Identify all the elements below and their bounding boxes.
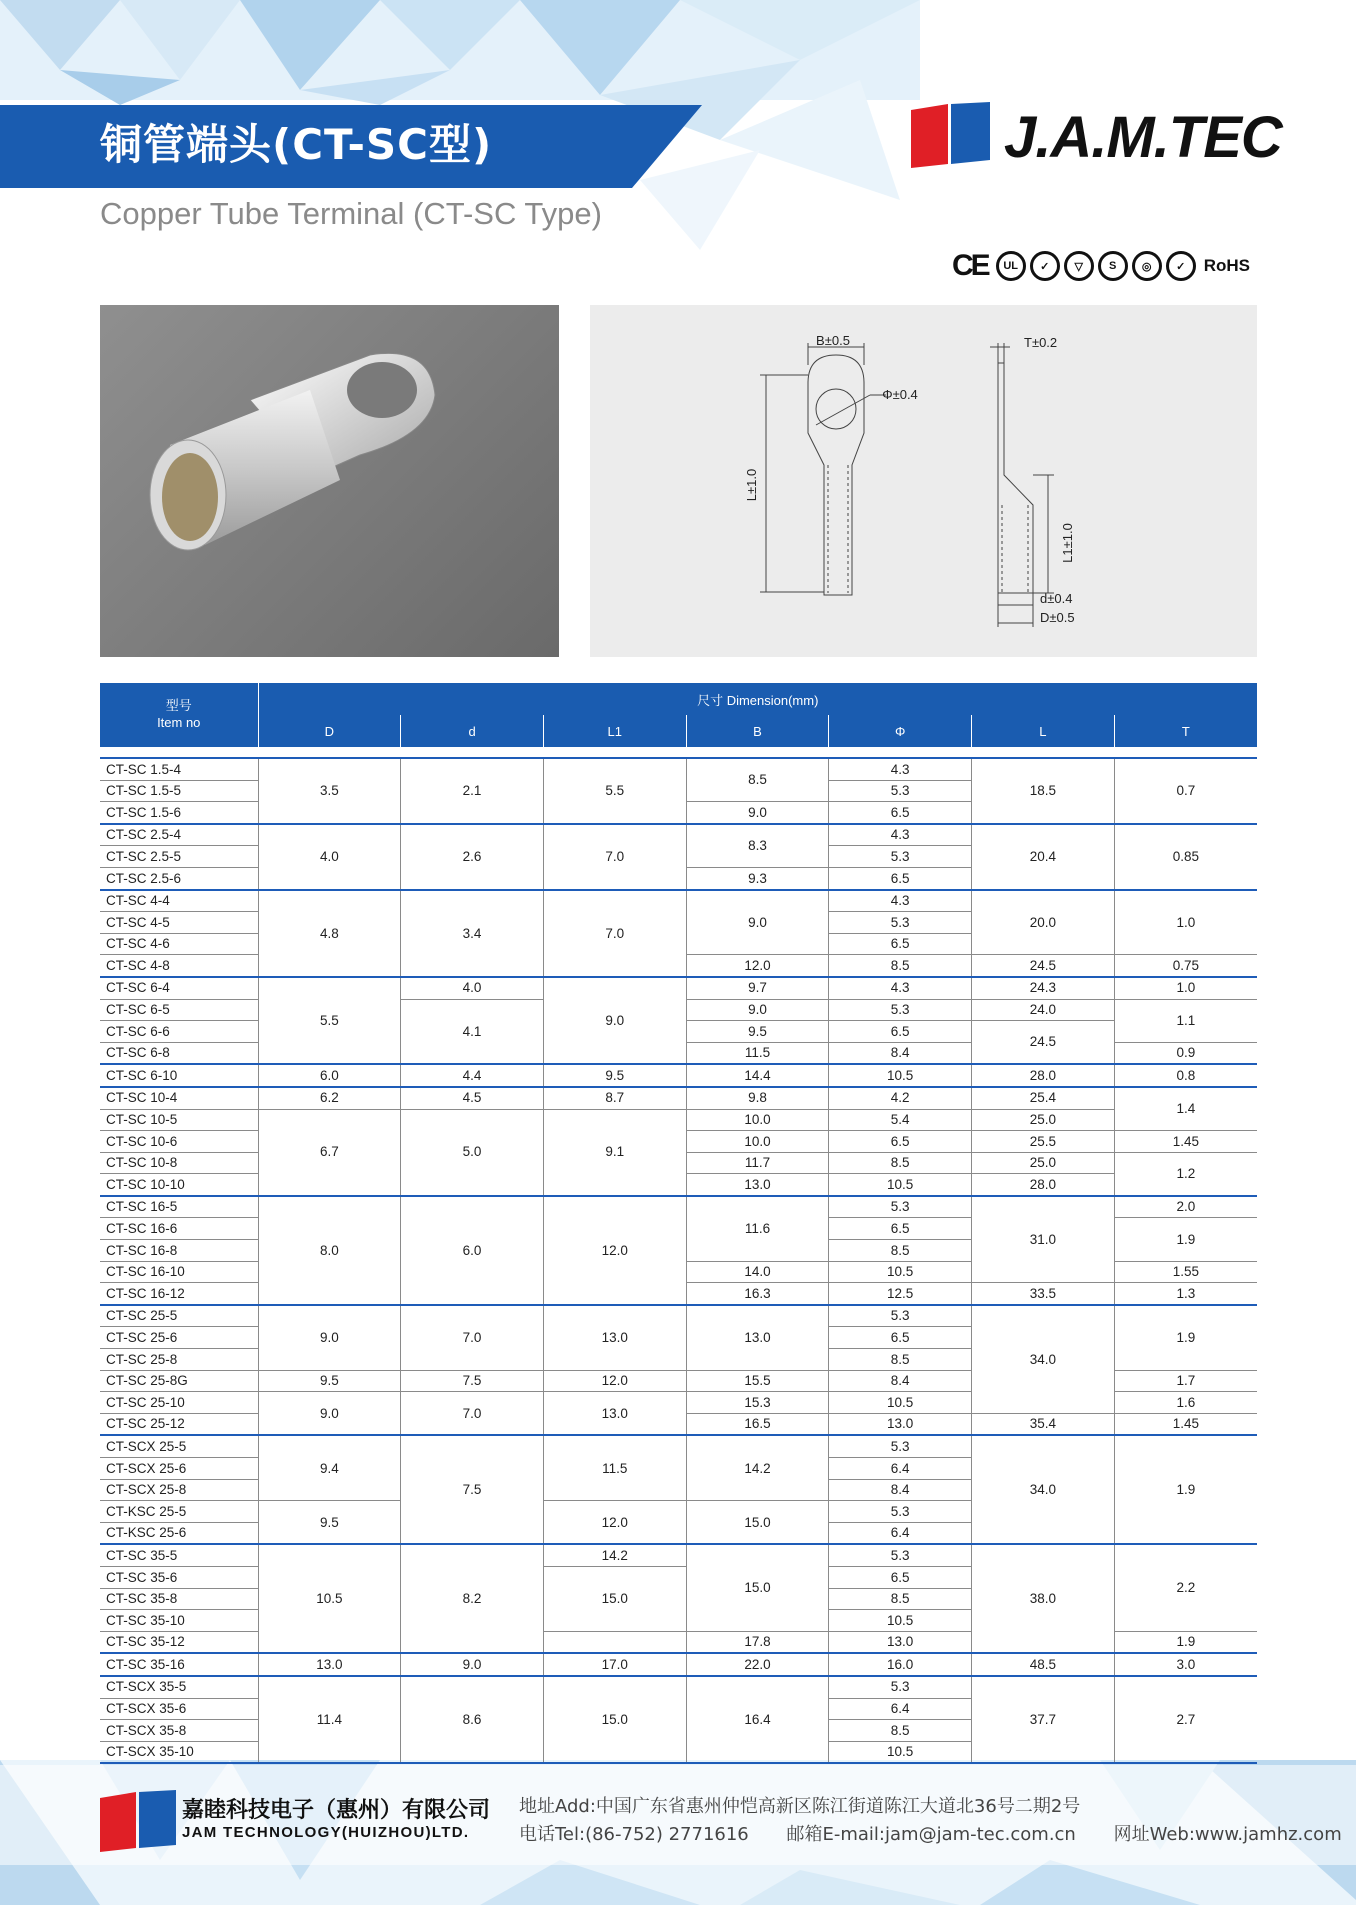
cell-5: 35.4 — [972, 1413, 1115, 1435]
cell-1: 7.0 — [401, 1305, 544, 1370]
dimension-group-header: 尺寸 Dimension(mm) — [258, 683, 1257, 715]
vde-cert-icon: ▽ — [1064, 251, 1094, 281]
table-row — [100, 1087, 1257, 1109]
cell-1: 5.0 — [401, 1109, 544, 1196]
cell-3: 9.3 — [686, 867, 829, 889]
cell-1: 4.4 — [401, 1064, 544, 1087]
item-no-cell: CT-SC 25-8 — [100, 1349, 258, 1371]
cell-4: 10.5 — [829, 1610, 972, 1632]
item-no-cell: CT-SC 25-10 — [100, 1392, 258, 1414]
cell-3: 14.4 — [686, 1064, 829, 1087]
cell-3: 9.7 — [686, 977, 829, 999]
cell-4: 6.5 — [829, 1131, 972, 1153]
cell-5: 20.0 — [972, 890, 1115, 955]
page-title-zh: 铜管端头(CT-SC型) — [100, 120, 493, 169]
company-name-en: JAM TECHNOLOGY(HUIZHOU)LTD. — [182, 1824, 470, 1841]
cell-6: 1.7 — [1114, 1370, 1257, 1392]
cell-4: 5.4 — [829, 1109, 972, 1131]
item-no-cell: CT-SC 2.5-6 — [100, 867, 258, 889]
cell-3: 16.4 — [686, 1676, 829, 1763]
cell-6: 1.4 — [1114, 1087, 1257, 1131]
sgs-cert-icon: ✓ — [1166, 251, 1196, 281]
cell-5: 24.5 — [972, 1021, 1115, 1065]
cell-4: 8.5 — [829, 1240, 972, 1262]
table-row — [100, 824, 1257, 846]
cell-3: 16.5 — [686, 1413, 829, 1435]
column-header-6: T — [1114, 715, 1257, 747]
cell-0: 9.5 — [258, 1370, 401, 1392]
cell-2: 17.0 — [543, 1653, 686, 1676]
dimension-drawing — [590, 305, 1257, 657]
cell-6: 1.9 — [1114, 1218, 1257, 1261]
ce-mark: CE — [952, 249, 988, 282]
item-no-cell: CT-SC 10-4 — [100, 1087, 258, 1109]
cell-4: 6.5 — [829, 933, 972, 955]
cell-2: 12.0 — [543, 1501, 686, 1545]
cell-4: 13.0 — [829, 1413, 972, 1435]
cell-0: 6.7 — [258, 1109, 401, 1196]
cell-4: 5.3 — [829, 1544, 972, 1566]
cell-3: 9.8 — [686, 1087, 829, 1109]
cell-5: 25.4 — [972, 1087, 1115, 1109]
item-no-cell: CT-SCX 25-8 — [100, 1479, 258, 1501]
cell-4: 5.3 — [829, 912, 972, 934]
column-header-5: L — [972, 715, 1115, 747]
item-no-cell: CT-SC 25-5 — [100, 1305, 258, 1327]
cell-4: 8.4 — [829, 1479, 972, 1501]
table-row — [100, 1435, 1257, 1457]
cell-0: 9.0 — [258, 1305, 401, 1370]
cell-4: 8.5 — [829, 1720, 972, 1742]
item-no-cell: CT-SC 10-8 — [100, 1152, 258, 1174]
cell-5: 34.0 — [972, 1305, 1115, 1413]
cell-2: 14.2 — [543, 1544, 686, 1566]
cell-1: 8.6 — [401, 1676, 544, 1763]
cell-4: 6.5 — [829, 1218, 972, 1240]
cell-4: 6.5 — [829, 1021, 972, 1043]
cell-4: 13.0 — [829, 1631, 972, 1653]
cell-4: 16.0 — [829, 1653, 972, 1676]
cell-6: 1.0 — [1114, 977, 1257, 999]
cell-4: 5.3 — [829, 1676, 972, 1698]
big-d-dimension-label: D±0.5 — [1040, 610, 1075, 625]
cell-4: 6.5 — [829, 867, 972, 889]
l1-dimension-label: L1±1.0 — [1060, 523, 1075, 563]
item-no-cell: CT-SC 10-5 — [100, 1109, 258, 1131]
b-dimension-label: B±0.5 — [816, 333, 850, 348]
cell-2: 13.0 — [543, 1305, 686, 1370]
item-no-cell: CT-SC 16-5 — [100, 1196, 258, 1218]
small-d-dimension-label: d±0.4 — [1040, 591, 1073, 606]
cell-4: 5.3 — [829, 846, 972, 868]
cell-3: 15.0 — [686, 1544, 829, 1631]
item-no-cell: CT-SC 4-4 — [100, 890, 258, 912]
cell-1: 6.0 — [401, 1196, 544, 1305]
cell-6: 1.1 — [1114, 999, 1257, 1042]
column-header-1: d — [401, 715, 544, 747]
item-no-cell: CT-SC 35-10 — [100, 1610, 258, 1632]
brand-logo-mark — [911, 102, 990, 168]
cell-4: 5.3 — [829, 1501, 972, 1523]
cell-3: 14.0 — [686, 1261, 829, 1283]
cell-1: 4.1 — [401, 999, 544, 1064]
cell-6: 1.45 — [1114, 1413, 1257, 1435]
table-row — [100, 1676, 1257, 1698]
column-header-3: B — [686, 715, 829, 747]
item-no-cell: CT-SCX 35-5 — [100, 1676, 258, 1698]
cell-2: 7.0 — [543, 824, 686, 890]
cell-3: 11.5 — [686, 1042, 829, 1064]
cell-3: 11.7 — [686, 1152, 829, 1174]
cell-1: 7.5 — [401, 1370, 544, 1392]
item-no-cell: CT-SC 6-4 — [100, 977, 258, 999]
column-header-2: L1 — [543, 715, 686, 747]
cell-6: 2.2 — [1114, 1544, 1257, 1631]
cell-2: 9.1 — [543, 1109, 686, 1196]
cell-5: 37.7 — [972, 1676, 1115, 1763]
cell-0: 9.5 — [258, 1501, 401, 1545]
cell-3: 9.0 — [686, 890, 829, 955]
cell-1: 2.6 — [401, 824, 544, 890]
cell-1: 2.1 — [401, 758, 544, 824]
table-row — [100, 758, 1257, 780]
cell-6: 0.85 — [1114, 824, 1257, 890]
column-header-0: D — [258, 715, 401, 747]
cell-4: 5.3 — [829, 999, 972, 1021]
item-no-cell: CT-SC 1.5-5 — [100, 780, 258, 802]
item-no-cell: CT-SC 4-6 — [100, 933, 258, 955]
cell-0: 11.4 — [258, 1676, 401, 1763]
cell-4: 5.3 — [829, 1435, 972, 1457]
company-name-zh: 嘉睦科技电子（惠州）有限公司 — [182, 1798, 491, 1823]
dimension-table — [100, 683, 1257, 1764]
column-header-4: Φ — [829, 715, 972, 747]
cell-1: 8.2 — [401, 1544, 544, 1653]
item-no-cell: CT-SC 6-8 — [100, 1042, 258, 1064]
item-header-en: Item no — [157, 715, 201, 730]
cell-6: 1.9 — [1114, 1435, 1257, 1544]
item-header-zh: 型号 — [165, 698, 192, 714]
table-row — [100, 1196, 1257, 1218]
item-no-cell: CT-SCX 35-8 — [100, 1720, 258, 1742]
cell-6: 0.75 — [1114, 955, 1257, 977]
cell-0: 10.5 — [258, 1544, 401, 1653]
cell-5: 48.5 — [972, 1653, 1115, 1676]
brand-name: J.A.M.TEC — [1004, 105, 1282, 170]
cell-2: 15.0 — [543, 1676, 686, 1763]
cell-6: 1.0 — [1114, 890, 1257, 955]
cell-5: 25.0 — [972, 1152, 1115, 1174]
cell-5: 34.0 — [972, 1435, 1115, 1544]
item-column-header — [100, 683, 258, 747]
item-no-cell: CT-SCX 25-5 — [100, 1435, 258, 1457]
cell-5: 25.5 — [972, 1131, 1115, 1153]
company-contact — [519, 1820, 1342, 1846]
item-no-cell: CT-SC 35-12 — [100, 1631, 258, 1653]
cell-4: 8.5 — [829, 1588, 972, 1610]
cell-6: 1.9 — [1114, 1631, 1257, 1653]
cell-4: 8.5 — [829, 955, 972, 977]
cell-4: 6.4 — [829, 1698, 972, 1720]
cell-4: 4.3 — [829, 758, 972, 780]
cell-5: 24.0 — [972, 999, 1115, 1021]
cell-0: 5.5 — [258, 977, 401, 1064]
item-no-cell: CT-SC 35-5 — [100, 1544, 258, 1566]
cell-3: 9.0 — [686, 999, 829, 1021]
cell-0: 6.2 — [258, 1087, 401, 1109]
semko-cert-icon: S — [1098, 251, 1128, 281]
cell-4: 5.3 — [829, 1196, 972, 1218]
item-no-cell: CT-SC 35-16 — [100, 1653, 258, 1676]
cell-2 — [543, 1631, 686, 1653]
cell-2: 15.0 — [543, 1566, 686, 1631]
item-no-cell: CT-KSC 25-6 — [100, 1522, 258, 1544]
phi-dimension-label: Φ±0.4 — [882, 387, 918, 402]
cell-3: 8.5 — [686, 758, 829, 802]
t-dimension-label: T±0.2 — [1024, 335, 1058, 350]
cell-2: 8.7 — [543, 1087, 686, 1109]
company-email[interactable]: 邮箱E-mail:jam@jam-tec.com.cn — [786, 1824, 1076, 1845]
table-row — [100, 1305, 1257, 1327]
item-no-cell: CT-SC 25-12 — [100, 1413, 258, 1435]
terminal-photo-illustration — [100, 305, 559, 657]
cell-2: 11.5 — [543, 1435, 686, 1500]
cell-2: 9.0 — [543, 977, 686, 1064]
cell-4: 5.3 — [829, 1305, 972, 1327]
cell-4: 10.5 — [829, 1064, 972, 1087]
cell-5: 28.0 — [972, 1174, 1115, 1196]
cell-4: 10.5 — [829, 1261, 972, 1283]
company-website[interactable]: 网址Web:www.jamhz.com — [1113, 1824, 1342, 1845]
table-row — [100, 1109, 1257, 1131]
cell-3: 11.6 — [686, 1196, 829, 1261]
cell-4: 6.5 — [829, 1327, 972, 1349]
cell-3: 10.0 — [686, 1109, 829, 1131]
cell-1: 3.4 — [401, 890, 544, 977]
cell-1: 7.0 — [401, 1392, 544, 1436]
cell-3: 13.0 — [686, 1174, 829, 1196]
cell-6: 3.0 — [1114, 1653, 1257, 1676]
item-no-cell: CT-SC 2.5-4 — [100, 824, 258, 846]
cell-1: 4.0 — [401, 977, 544, 999]
cell-2: 7.0 — [543, 890, 686, 977]
cell-4: 5.3 — [829, 780, 972, 802]
item-no-cell: CT-SC 10-10 — [100, 1174, 258, 1196]
item-no-cell: CT-KSC 25-5 — [100, 1501, 258, 1523]
cell-4: 8.4 — [829, 1370, 972, 1392]
check-cert-icon: ✓ — [1030, 251, 1060, 281]
item-no-cell: CT-SCX 35-10 — [100, 1741, 258, 1763]
cell-4: 12.5 — [829, 1283, 972, 1305]
cell-2: 13.0 — [543, 1392, 686, 1436]
l-dimension-label: L±1.0 — [744, 468, 759, 502]
cell-5: 24.5 — [972, 955, 1115, 977]
cell-3: 15.5 — [686, 1370, 829, 1392]
table-row — [100, 977, 1257, 999]
certification-marks — [952, 248, 1250, 284]
cell-4: 4.2 — [829, 1087, 972, 1109]
item-no-cell: CT-SC 1.5-4 — [100, 758, 258, 780]
page-title-en: Copper Tube Terminal (CT-SC Type) — [100, 196, 602, 231]
cell-4: 6.5 — [829, 1566, 972, 1588]
cell-3: 14.2 — [686, 1435, 829, 1500]
rohs-mark: RoHS — [1203, 256, 1250, 275]
cell-4: 6.5 — [829, 802, 972, 824]
cell-6: 1.6 — [1114, 1392, 1257, 1414]
cell-6: 1.2 — [1114, 1152, 1257, 1196]
cell-6: 1.55 — [1114, 1261, 1257, 1283]
cell-0: 9.4 — [258, 1435, 401, 1500]
item-no-cell: CT-SC 25-6 — [100, 1327, 258, 1349]
cell-4: 10.5 — [829, 1174, 972, 1196]
company-address: 地址Add:中国广东省惠州仲恺高新区陈江街道陈江大道北36号二期2号 — [519, 1796, 1081, 1817]
item-no-cell: CT-SCX 35-6 — [100, 1698, 258, 1720]
product-photo — [100, 305, 559, 657]
item-no-cell: CT-SCX 25-6 — [100, 1458, 258, 1480]
cell-6: 1.45 — [1114, 1131, 1257, 1153]
cell-0: 3.5 — [258, 758, 401, 824]
cell-2: 5.5 — [543, 758, 686, 824]
cell-3: 9.5 — [686, 1021, 829, 1043]
item-no-cell: CT-SC 2.5-5 — [100, 846, 258, 868]
ul-mark: UL — [996, 251, 1026, 281]
cell-4: 10.5 — [829, 1392, 972, 1414]
cell-3: 8.3 — [686, 824, 829, 868]
item-no-cell: CT-SC 35-8 — [100, 1588, 258, 1610]
cell-5: 38.0 — [972, 1544, 1115, 1653]
cell-0: 13.0 — [258, 1653, 401, 1676]
cell-4: 8.5 — [829, 1349, 972, 1371]
cell-2: 12.0 — [543, 1370, 686, 1392]
item-no-cell: CT-SC 6-10 — [100, 1064, 258, 1087]
cell-5: 20.4 — [972, 824, 1115, 890]
table-row — [100, 890, 1257, 912]
cell-5: 33.5 — [972, 1283, 1115, 1305]
cell-5: 18.5 — [972, 758, 1115, 824]
cell-0: 9.0 — [258, 1392, 401, 1436]
item-no-cell: CT-SC 6-6 — [100, 1021, 258, 1043]
cell-3: 15.3 — [686, 1392, 829, 1414]
cell-3: 15.0 — [686, 1501, 829, 1545]
cell-6: 2.7 — [1114, 1676, 1257, 1763]
cell-6: 1.3 — [1114, 1283, 1257, 1305]
cell-4: 6.4 — [829, 1458, 972, 1480]
cell-3: 22.0 — [686, 1653, 829, 1676]
item-no-cell: CT-SC 16-10 — [100, 1261, 258, 1283]
item-no-cell: CT-SC 35-6 — [100, 1566, 258, 1588]
cell-1: 7.5 — [401, 1435, 544, 1544]
table-row — [100, 1544, 1257, 1566]
table-row — [100, 1653, 1257, 1676]
cell-0: 4.8 — [258, 890, 401, 977]
cell-0: 6.0 — [258, 1064, 401, 1087]
item-no-cell: CT-SC 1.5-6 — [100, 802, 258, 824]
item-no-cell: CT-SC 16-12 — [100, 1283, 258, 1305]
item-no-cell: CT-SC 25-8G — [100, 1370, 258, 1392]
cell-4: 8.4 — [829, 1042, 972, 1064]
cell-3: 12.0 — [686, 955, 829, 977]
cell-6: 0.9 — [1114, 1042, 1257, 1064]
cell-3: 16.3 — [686, 1283, 829, 1305]
item-no-cell: CT-SC 6-5 — [100, 999, 258, 1021]
cell-0: 8.0 — [258, 1196, 401, 1305]
company-tel: 电话Tel:(86-752) 2771616 — [519, 1824, 749, 1845]
cell-5: 24.3 — [972, 977, 1115, 999]
cell-1: 9.0 — [401, 1653, 544, 1676]
dimension-drawing-svg — [590, 305, 1257, 657]
cell-2: 12.0 — [543, 1196, 686, 1305]
cell-4: 6.4 — [829, 1522, 972, 1544]
cell-3: 13.0 — [686, 1305, 829, 1370]
cell-6: 2.0 — [1114, 1196, 1257, 1218]
ccc-cert-icon: ◎ — [1132, 251, 1162, 281]
item-no-cell: CT-SC 4-8 — [100, 955, 258, 977]
item-no-cell: CT-SC 16-6 — [100, 1218, 258, 1240]
item-no-cell: CT-SC 16-8 — [100, 1240, 258, 1262]
cell-6: 1.9 — [1114, 1305, 1257, 1370]
item-no-cell: CT-SC 4-5 — [100, 912, 258, 934]
cell-4: 8.5 — [829, 1152, 972, 1174]
cell-3: 9.0 — [686, 802, 829, 824]
cell-5: 25.0 — [972, 1109, 1115, 1131]
cell-6: 0.7 — [1114, 758, 1257, 824]
cell-4: 4.3 — [829, 824, 972, 846]
cell-2: 9.5 — [543, 1064, 686, 1087]
cell-5: 28.0 — [972, 1064, 1115, 1087]
cell-3: 17.8 — [686, 1631, 829, 1653]
cell-4: 10.5 — [829, 1741, 972, 1763]
table-row — [100, 1064, 1257, 1087]
cell-4: 4.3 — [829, 977, 972, 999]
cell-1: 4.5 — [401, 1087, 544, 1109]
item-no-cell: CT-SC 10-6 — [100, 1131, 258, 1153]
cell-3: 10.0 — [686, 1131, 829, 1153]
cell-4: 4.3 — [829, 890, 972, 912]
cell-6: 0.8 — [1114, 1064, 1257, 1087]
cell-5: 31.0 — [972, 1196, 1115, 1283]
cell-0: 4.0 — [258, 824, 401, 890]
